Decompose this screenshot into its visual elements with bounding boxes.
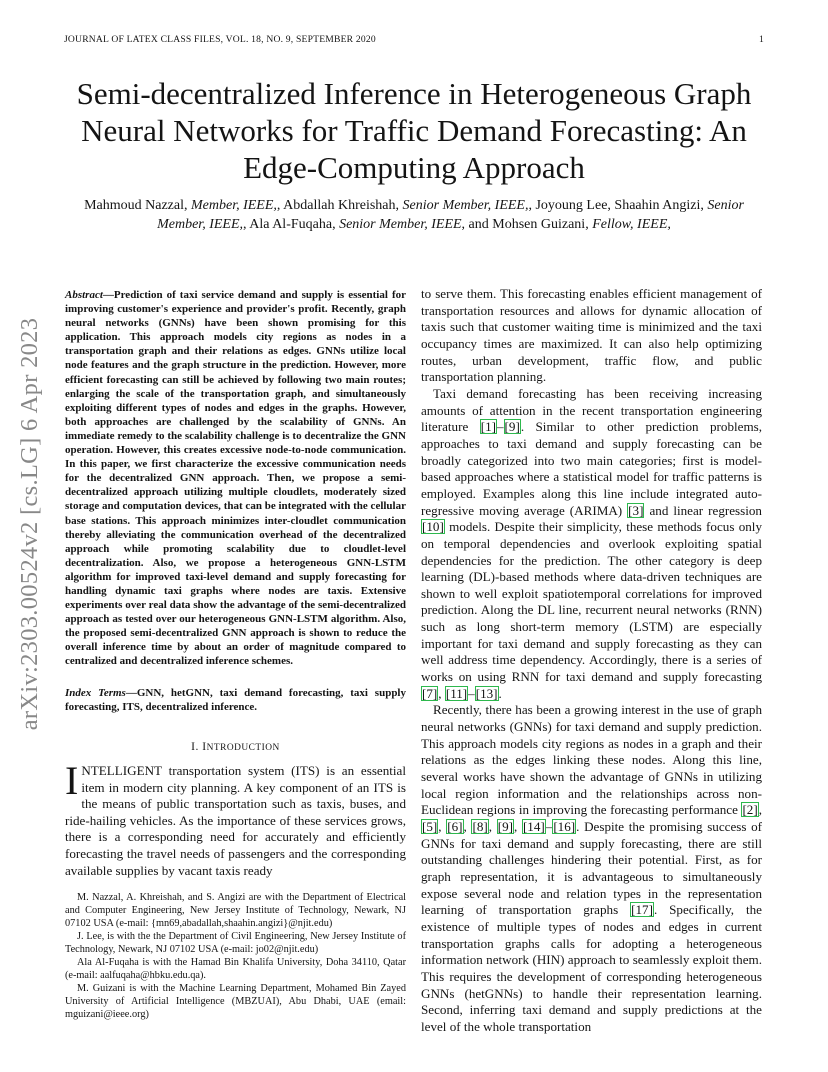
citation-link[interactable]: [3]: [628, 502, 644, 518]
arxiv-sidebar: [4, 293, 56, 755]
abstract-label: Abstract: [65, 289, 103, 301]
citation-link[interactable]: [16]: [553, 819, 576, 834]
intro-paragraph: [65, 758, 406, 879]
section-title-initial: I: [202, 741, 207, 753]
citation-link[interactable]: [8]: [472, 819, 488, 834]
footnote: M. Nazzal, A. Khreishah, and S. Angizi are with the Department of Electrical and Computer Engineering, New Jersey Institute of Technology, Newark, NJ 07102 USA (e-mail: {mn69,abadallah,shaahin.angizi}@njit.edu): [65, 892, 406, 929]
author-name: , and Mohsen Guizani,: [461, 217, 589, 232]
citation-link[interactable]: [7]: [422, 685, 438, 701]
author-name: , Joyoung Lee, Shaahin Angizi,: [528, 198, 704, 213]
citation-link[interactable]: [2]: [742, 802, 758, 818]
author-name: Mahmoud Nazzal,: [84, 198, 188, 213]
author-affiliation: Senior Member, IEEE: [339, 217, 462, 232]
running-header: [64, 34, 764, 48]
citation-link[interactable]: [13]: [475, 685, 498, 701]
citation-link[interactable]: [11]: [445, 685, 468, 701]
footnote: J. Lee, is with the the Department of Civil Engineering, New Jersey Institute of Technology, Newark, NJ 07102 USA (e-mail: jo02@njit.edu): [65, 931, 406, 955]
author-affiliation: Senior Member, IEEE,: [402, 198, 529, 213]
section-heading: [65, 741, 406, 753]
body-paragraph: to serve them. This forecasting enables efficient management of transportation resources and allows for dynamic allocation of taxis such that customer waiting time is minimized and the taxi occupancy times are maximized. It can also help optimizing routes, urban development, traffic flow, and public transportation planning.: [421, 286, 762, 385]
citation-link[interactable]: [6]: [447, 819, 463, 834]
intro-text: transportation system (ITS) is an essential item in modern city planning. A key component of an ITS is the means of public transportation such as taxis, buses, and ride-hailing vehicles. As the importance of these services grows, there is a corresponding need for accurately and efficiently forecasting the travel needs of passengers and the corresponding available supplies by vacant taxis ready: [65, 763, 406, 878]
index-terms: [65, 686, 406, 714]
author-affiliation: Member, IEEE,: [191, 198, 277, 213]
index-terms-label: Index Terms: [65, 687, 126, 699]
abstract-text: —Prediction of taxi service demand and supply is essential for improving customer's experience and provider's profit. Recently, graph neural networks (GNNs) have been shown promising for this application. This approach models city regions as nodes in a transportation graph and their relations as edges. GNNs utilize local node features and the graph structure in the prediction. However, more efficient forecasting can still be achieved by following two main routes; enlarging the scale of the transportation graph, and simultaneously exploiting different types of nodes and edges in the graphs. However, both approaches are challenged by the scalability of GNNs. An immediate remedy to the scalability challenge is to decentralize the GNN operation. However, this creates excessive node-to-node communication. In this paper, we first characterize the excessive communication needs for the decentralized GNN approach. Then, we propose a semi-decentralized approach utilizing multiple cloudlets, moderately sized storage and computation devices, that can be integrated with the cellular base stations. This approach minimizes inter-cloudlet communication thereby alleviating the communication overhead of the decentralized approach while promoting scalability due to cloudlet-level decentralization. Also, we propose a heterogeneous GNN-LSTM algorithm for improved taxi-level demand and supply forecasting for handling dynamic taxi graphs where nodes are taxis. Extensive experiments over real data show the advantage of the semi-decentralized approach as tested over our heterogeneous GNN-LSTM algorithm. Also, the proposed semi-decentralized GNN approach is shown to reduce the overall inference time by about an order of magnitude compared to centralized and decentralized inference schemes.: [65, 289, 406, 668]
author-name: , Ala Al-Fuqaha,: [243, 217, 336, 232]
citation-link[interactable]: [9]: [504, 419, 520, 435]
drop-cap: I: [65, 758, 79, 803]
footnote: Ala Al-Fuqaha is with the Hamad Bin Khalifa University, Doha 34110, Qatar (e-mail: aalfuqaha@hbku.edu.qa).: [65, 957, 406, 981]
body-paragraph: Taxi demand forecasting has been receiving increasing amounts of attention in the recent transportation engineering literature [1]–[9]. Similar to other prediction problems, approaches to taxi demand and supply forecasting can be broadly categorized into two main categories; first is model-based approaches where a statistical model for traffic patterns is employed. Examples along this line include integrated auto-regressive moving average (ARIMA) [3] and linear regression [10] models. Despite their simplicity, these methods focus only on temporal dependencies and overlook exploiting spatial dependencies for the prediction. The other category is deep learning (DL)-based methods where data-driven techniques are shown to well exploit spatiotemporal correlations for improved prediction. Along the DL line, recurrent neural networks (RNN) such as long short-term memory (LSTM) are especially important for taxi demand and supply forecasting as they can well address time dependency. Accordingly, there is a series of works on using RNN for taxi demand and supply forecasting [7], [11]–[13].: [421, 385, 763, 701]
citation-link[interactable]: [5]: [422, 819, 438, 834]
author-affiliation: Fellow, IEEE,: [592, 217, 671, 232]
abstract: [65, 288, 406, 669]
footnotes: [65, 891, 406, 1021]
page-number: 1: [759, 34, 764, 45]
citation-link[interactable]: [14]: [522, 819, 545, 834]
body-paragraph: Recently, there has been a growing interest in the use of graph neural networks (GNNs) for taxi demand and supply prediction. This approach models city regions as nodes in a graph and their relations as the edges linking these nodes. Along this line, several works have shown the advantage of GNNs in utilizing local region information and the relationships across non-Euclidean regions in improving the forecasting performance [2], [5], [6], [8], [9], [14]–[16]. Despite the promising success of GNNs for taxi demand and supply forecasting, there are still outstanding challenges hindering their potential. First, as for graph representation, it is advantageous to simultaneously expose several node and relation types in the representation learning of transportation graphs [17]. Specifically, the existence of multiple types of nodes and edges in current transportation graphs calls for adopting a heterogeneous information network (HIN) approach to seamlessly exploit them. This requires the development of corresponding heterogeneous GNNs (hetGNNs) to handle their representation learning. Second, inferring taxi demand and supply predictions at the level of the whole transportation: [421, 702, 763, 1034]
journal-header: JOURNAL OF LATEX CLASS FILES, VOL. 18, NO. 9, SEPTEMBER 2020: [64, 34, 376, 45]
arxiv-identifier: arXiv:2303.00524v2 [cs.LG] 6 Apr 2023: [16, 317, 43, 731]
citation-link[interactable]: [17]: [631, 902, 653, 918]
right-column: [421, 286, 762, 1036]
citation-link[interactable]: [10]: [422, 519, 444, 535]
section-title: NTRODUCTION: [206, 743, 280, 753]
citation-link[interactable]: [1]: [480, 419, 496, 435]
footnote: M. Guizani is with the Machine Learning Department, Mohamed Bin Zayed University of Artificial Intelligence (MBZUAI), Abu Dhabi, UAE (email: mguizani@ieee.org): [65, 983, 406, 1020]
paper-title: Semi-decentralized Inference in Heterogeneous Graph Neural Networks for Traffic Demand Forecasting: An Edge-Computing Approach: [76, 76, 752, 185]
author-affiliation: Senior Member, IEEE,: [157, 198, 744, 232]
citation-link[interactable]: [9]: [497, 819, 513, 834]
intro-first-word: NTELLIGENT: [81, 763, 162, 778]
author-name: , Abdallah Khreishah,: [276, 198, 400, 213]
section-number: I.: [191, 741, 199, 753]
author-list: [60, 196, 768, 234]
index-terms-text: —GNN, hetGNN, taxi demand forecasting, taxi supply forecasting, ITS, decentralized inference.: [65, 687, 406, 714]
